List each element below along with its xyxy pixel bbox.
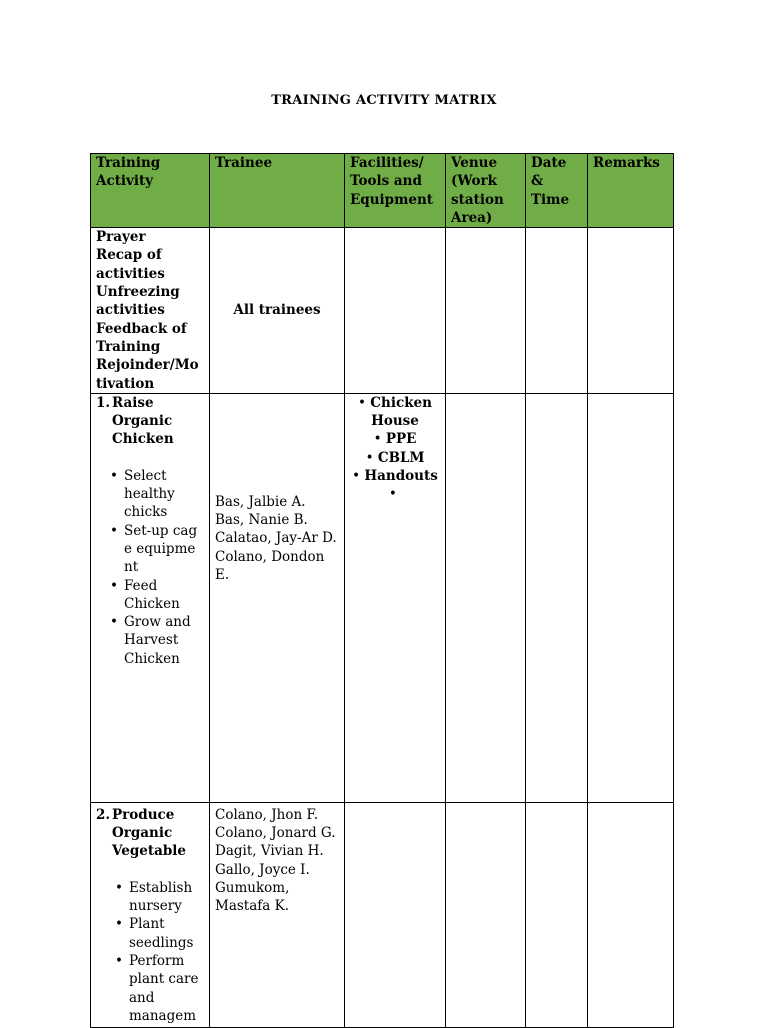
activity-steps xyxy=(96,879,204,1024)
activity-item: Rejoinder/Motivation xyxy=(96,357,199,392)
activity-item: Unfreezing activities xyxy=(96,284,180,319)
venue-cell xyxy=(446,802,526,1027)
trainee-name: Calatao, Jay-Ar D. xyxy=(215,530,337,547)
activity-heading xyxy=(96,394,204,449)
activity-number: 2. xyxy=(96,806,111,823)
activity-cell xyxy=(91,228,210,394)
list-item: • Grow and Harvest Chicken xyxy=(108,613,204,668)
trainee-name: Gallo, Joyce I. xyxy=(215,861,310,878)
trainee-name: Bas, Jalbie A. xyxy=(215,493,306,510)
venue-cell xyxy=(446,393,526,802)
header-facilities: Facilities/ Tools and Equipment xyxy=(345,154,446,228)
trainee-name: Colano, Dondon E. xyxy=(215,548,325,584)
table-row xyxy=(91,228,674,394)
activity-item: Feedback of Training xyxy=(96,320,187,355)
activity-steps xyxy=(96,467,204,668)
trainee-name: Colano, Jonard G. xyxy=(215,825,336,842)
list-item: • Set-up cage equipment xyxy=(108,522,204,577)
list-item: • PPE xyxy=(350,430,440,448)
table-row xyxy=(91,802,674,1027)
remarks-cell xyxy=(588,228,674,394)
activity-cell xyxy=(91,393,210,802)
trainee-cell xyxy=(210,802,345,1027)
facilities-cell xyxy=(345,393,446,802)
activity-item: Prayer xyxy=(96,229,146,246)
trainee-cell xyxy=(210,393,345,802)
date-cell xyxy=(526,802,588,1027)
date-cell xyxy=(526,393,588,802)
list-item: • CBLM xyxy=(350,449,440,467)
table-header-row xyxy=(91,154,674,228)
list-item: • Plant seedlings xyxy=(113,915,204,952)
header-training-activity: Training Activity xyxy=(91,154,210,228)
trainee-name: Gumukom, Mastafa K. xyxy=(215,880,290,915)
remarks-cell xyxy=(588,393,674,802)
list-item: • Handouts xyxy=(350,467,440,485)
facilities-cell xyxy=(345,228,446,394)
trainee-name: Colano, Jhon F. xyxy=(215,806,319,823)
list-item: • Perform plant care and managem xyxy=(113,952,204,1024)
trainee-name: Bas, Nanie B. xyxy=(215,512,308,529)
trainee-name: Dagit, Vivian H. xyxy=(215,843,324,860)
trainee-cell: All trainees xyxy=(210,228,345,394)
activity-heading-text: Produce Organic Vegetable xyxy=(112,806,186,860)
header-date-time: Date & Time xyxy=(526,154,588,228)
header-venue: Venue (Work station Area) xyxy=(446,154,526,228)
list-item: • Select healthy chicks xyxy=(108,467,204,522)
list-item xyxy=(350,485,440,503)
activity-heading-text: Raise Organic Chicken xyxy=(112,394,174,448)
facilities-cell xyxy=(345,802,446,1027)
training-activity-table xyxy=(90,153,674,1028)
remarks-cell xyxy=(588,802,674,1027)
list-item: • Chicken House xyxy=(350,394,440,431)
activity-cell xyxy=(91,802,210,1027)
activity-heading xyxy=(96,806,204,861)
list-item: • Establish nursery xyxy=(113,879,204,916)
activity-item: Recap of activities xyxy=(96,247,165,282)
facilities-list xyxy=(350,394,440,504)
venue-cell xyxy=(446,228,526,394)
activity-number: 1. xyxy=(96,394,111,411)
list-item: • Feed Chicken xyxy=(108,577,204,614)
header-remarks: Remarks xyxy=(588,154,674,228)
table-row xyxy=(91,393,674,802)
header-trainee: Trainee xyxy=(210,154,345,228)
document-title: TRAINING ACTIVITY MATRIX xyxy=(271,93,497,108)
date-cell xyxy=(526,228,588,394)
